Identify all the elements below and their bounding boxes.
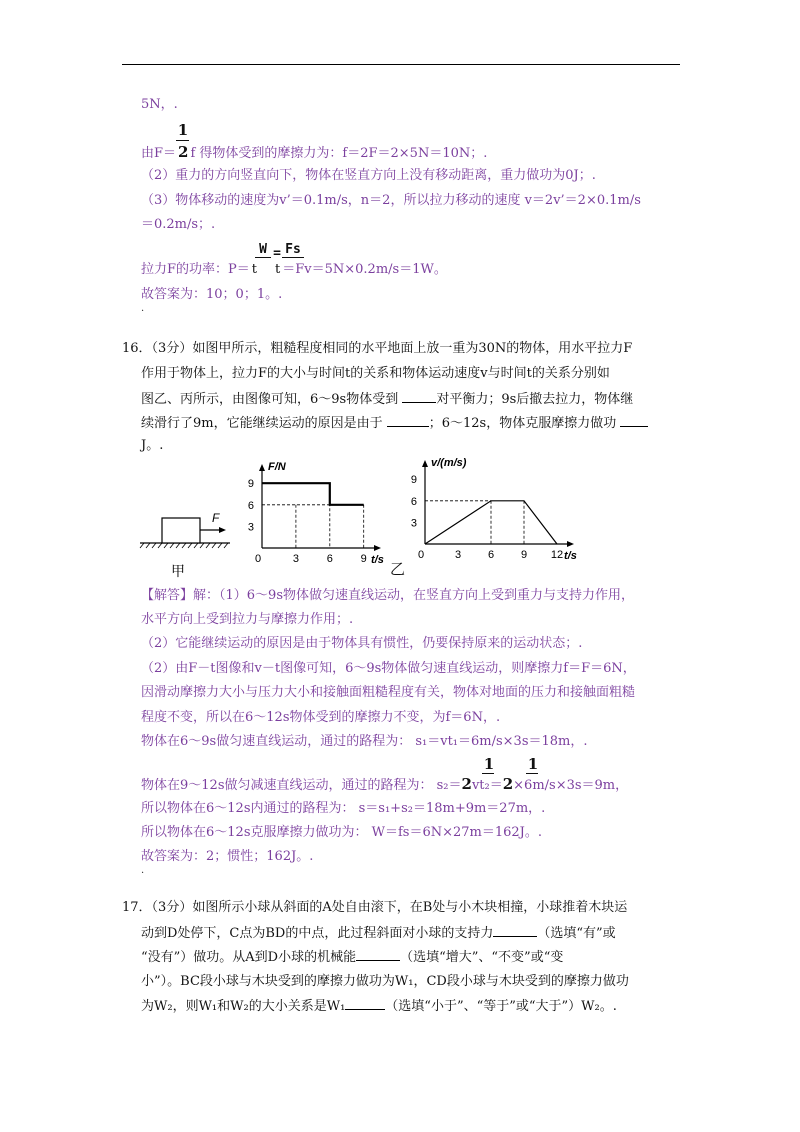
prev-line-2 bbox=[141, 143, 487, 163]
half-num-2: 1 bbox=[527, 755, 539, 773]
y-axis-arrow bbox=[259, 464, 265, 471]
q17-line-3 bbox=[141, 948, 563, 967]
ans16-tag: 【解答】 bbox=[141, 588, 194, 603]
ans16-line-3: （2）它能继续运动的原因是由于物体具有惯性，仍要保持原来的运动状态；. bbox=[141, 636, 583, 651]
prev-line-2-pre: 由F＝ bbox=[141, 146, 177, 161]
ans16-line-1 bbox=[141, 587, 634, 605]
q17-line-5-b: （选填“小于”、“等于”或“大于”）W₂。. bbox=[385, 999, 617, 1014]
q16-line-3 bbox=[141, 390, 633, 409]
ans16-line-1-text: 解：（1）6～9s物体做匀速直线运动，在竖直方向上受到重力与支持力作用， bbox=[193, 588, 635, 603]
y-tick-label-9: 9 bbox=[410, 474, 417, 487]
half-num-1: 1 bbox=[483, 755, 495, 773]
ans16-line-9: 所以物体在6～12s内通过的路程为： s＝s₁+s₂＝18m+9m＝27m，. bbox=[141, 801, 546, 816]
q16-line-3-a: 图乙、丙所示，由图像可知，6～9s物体受到 bbox=[141, 392, 403, 407]
series-line-F bbox=[262, 483, 364, 505]
prev-line-4: （3）物体移动的速度为v’＝0.1m/s，n＝2，所以拉力移动的速度 v＝2v’＝2×0.1m/s bbox=[141, 193, 641, 208]
q16-line-5: J。. bbox=[141, 438, 164, 453]
x-axis-label: t/s bbox=[564, 550, 577, 562]
x-axis-label: t/s bbox=[371, 554, 384, 566]
ans16-line-2: 水平方向上受到拉力与摩擦力作用；. bbox=[141, 612, 354, 627]
power-frac-bar-2 bbox=[282, 257, 304, 258]
y-tick-label-6: 6 bbox=[247, 499, 254, 512]
figure-jia bbox=[138, 500, 238, 585]
half-bar-1 bbox=[482, 773, 494, 774]
power-frac-den-1: t bbox=[251, 262, 258, 277]
x-tick-label-6: 6 bbox=[487, 549, 495, 561]
q17-line-5-a: 为W₂，则W₁和W₂的大小关系是W₁ bbox=[141, 999, 346, 1014]
q17-line-3-a: “没有”）做功。从A到D小球的机械能 bbox=[141, 950, 357, 965]
prev-line-6-pre: 拉力F的功率：P＝ bbox=[141, 262, 250, 277]
ans16-line-8-c: ×6m/s×3s＝9m， bbox=[513, 778, 629, 793]
q16-blank-3[interactable] bbox=[620, 414, 648, 427]
q16-line-3-b: 对平衡力；9s后撤去拉力，物体继 bbox=[436, 392, 634, 407]
x-tick-label-9: 9 bbox=[520, 549, 528, 561]
frac-numerator: 1 bbox=[177, 121, 189, 139]
half-den-1: 2 bbox=[461, 775, 472, 793]
label-yi: 乙 bbox=[390, 560, 406, 578]
q16-line-4 bbox=[141, 414, 648, 433]
y-axis-label: F/N bbox=[268, 461, 286, 473]
q17-line-2 bbox=[141, 924, 616, 943]
x-tick-label-0: 0 bbox=[254, 553, 262, 565]
x-tick-label-3: 3 bbox=[292, 553, 299, 565]
x-tick-label-0: 0 bbox=[417, 549, 425, 561]
q17-line-1: 17．（3分）如图所示小球从斜面的A处自由滚下，在B处与小木块相撞，小球推着木块运 bbox=[122, 900, 628, 915]
prev-line-3: （2）重力的方向竖直向下，物体在竖直方向上没有移动距离，重力做功为0J；. bbox=[141, 168, 596, 183]
half-den-2: 2 bbox=[502, 775, 514, 793]
ans16-line-7: 物体在6～9s做匀速直线运动，通过的路程为： s₁＝vt₁＝6m/s×3s＝18m，. bbox=[141, 734, 588, 749]
q17-line-3-b: （选填“增大”、“不变”或“变 bbox=[400, 950, 564, 965]
power-frac-num-1: W bbox=[259, 242, 267, 257]
q17-blank-2[interactable] bbox=[356, 948, 400, 961]
q17-line-2-b: （选填“有”或 bbox=[537, 926, 616, 941]
prev-line-2-post: f 得物体受到的摩擦力为：f＝2F＝2×5N＝10N；. bbox=[190, 146, 488, 161]
q17-blank-3[interactable] bbox=[345, 997, 385, 1010]
ans16-line-5: 因滑动摩擦力大小与压力大小和接触面粗糙程度有关，物体对地面的压力和接触面粗糙 bbox=[141, 685, 636, 700]
x-tick-label-12: 12 bbox=[550, 549, 564, 561]
ans16-line-6: 程度不变，所以在6～12s物体受到的摩擦力不变，为f＝6N，. bbox=[141, 710, 501, 725]
y-tick-label-6: 6 bbox=[410, 495, 417, 508]
frac-denominator: 2 bbox=[178, 143, 189, 161]
ground-hatch bbox=[140, 543, 228, 548]
force-arrow-head bbox=[219, 527, 226, 533]
q16-blank-2[interactable] bbox=[387, 414, 429, 427]
x-tick-label-3: 3 bbox=[454, 549, 462, 561]
x-tick-label-6: 6 bbox=[326, 553, 333, 565]
dot-mark-2: · bbox=[141, 868, 145, 879]
ans16-line-8-b: vt₂＝ bbox=[471, 778, 503, 793]
chart-v-t bbox=[400, 452, 600, 581]
ans16-line-4: （2）由F－t图像和v－t图像可知，6～9s物体做匀速直线运动，则摩擦力f＝F＝6N， bbox=[141, 661, 636, 676]
ans16-line-8-a: 物体在9～12s做匀减速直线运动，通过的路程为： s₂＝ bbox=[141, 778, 462, 793]
prev-line-1: 5N，. bbox=[141, 97, 178, 112]
power-frac-den-2: t bbox=[275, 262, 281, 277]
prev-line-6 bbox=[141, 261, 447, 279]
prev-line-6-post: ＝Fv＝5N×0.2m/s＝1W。 bbox=[282, 262, 447, 277]
q17-line-5 bbox=[141, 997, 617, 1016]
half-bar-2 bbox=[526, 773, 538, 774]
ans16-line-10: 所以物体在6～12s克服摩擦力做功为： W＝fs＝6N×27m＝162J。. bbox=[141, 825, 543, 840]
y-tick-label-3: 3 bbox=[410, 517, 417, 530]
prev-line-7: 故答案为：10；0；1。. bbox=[141, 287, 283, 302]
chart-f-t bbox=[240, 456, 400, 581]
header-rule bbox=[122, 64, 680, 65]
y-axis-label: v/(m/s) bbox=[431, 457, 467, 469]
q16-blank-1[interactable] bbox=[402, 390, 436, 403]
y-tick-label-9: 9 bbox=[247, 478, 254, 491]
label-jia: 甲 bbox=[171, 563, 185, 579]
prev-line-5: ＝0.2m/s；. bbox=[141, 217, 216, 232]
power-eq-sign: = bbox=[273, 246, 281, 261]
x-axis-arrow bbox=[374, 545, 381, 551]
block-box bbox=[162, 518, 200, 543]
x-axis-arrow bbox=[567, 541, 574, 547]
dot-mark: · bbox=[141, 306, 145, 317]
q16-line-4-b: ；6～12s，物体克服摩擦力做功 bbox=[428, 416, 621, 431]
q16-line-1: 16．（3分）如图甲所示，粗糙程度相同的水平地面上放一重为30N的物体，用水平拉力F bbox=[122, 341, 633, 356]
x-tick-label-9: 9 bbox=[360, 553, 367, 565]
power-frac-num-2: Fs bbox=[285, 242, 301, 257]
q16-line-2: 作用于物体上，拉力F的大小与时间t的关系和物体运动速度v与时间t的关系分别如 bbox=[141, 366, 610, 381]
q16-line-4-a: 续滑行了9m，它能继续运动的原因是由于 bbox=[141, 416, 387, 431]
frac-bar bbox=[176, 140, 189, 141]
q17-blank-1[interactable] bbox=[493, 924, 537, 937]
ans16-line-8 bbox=[141, 775, 628, 795]
force-label: F bbox=[212, 511, 220, 525]
y-axis-arrow bbox=[422, 460, 428, 467]
y-tick-label-3: 3 bbox=[247, 521, 254, 534]
power-frac-bar-1 bbox=[255, 257, 271, 258]
ans16-line-11: 故答案为：2；惯性；162J。. bbox=[141, 849, 314, 864]
q17-line-4: 小”）。BC段小球与木块受到的摩擦力做功为W₁，CD段小球与木块受到的摩擦力做功 bbox=[141, 974, 629, 989]
q17-line-2-a: 动到D处停下，C点为BD的中点，此过程斜面对小球的支持力 bbox=[141, 926, 494, 941]
